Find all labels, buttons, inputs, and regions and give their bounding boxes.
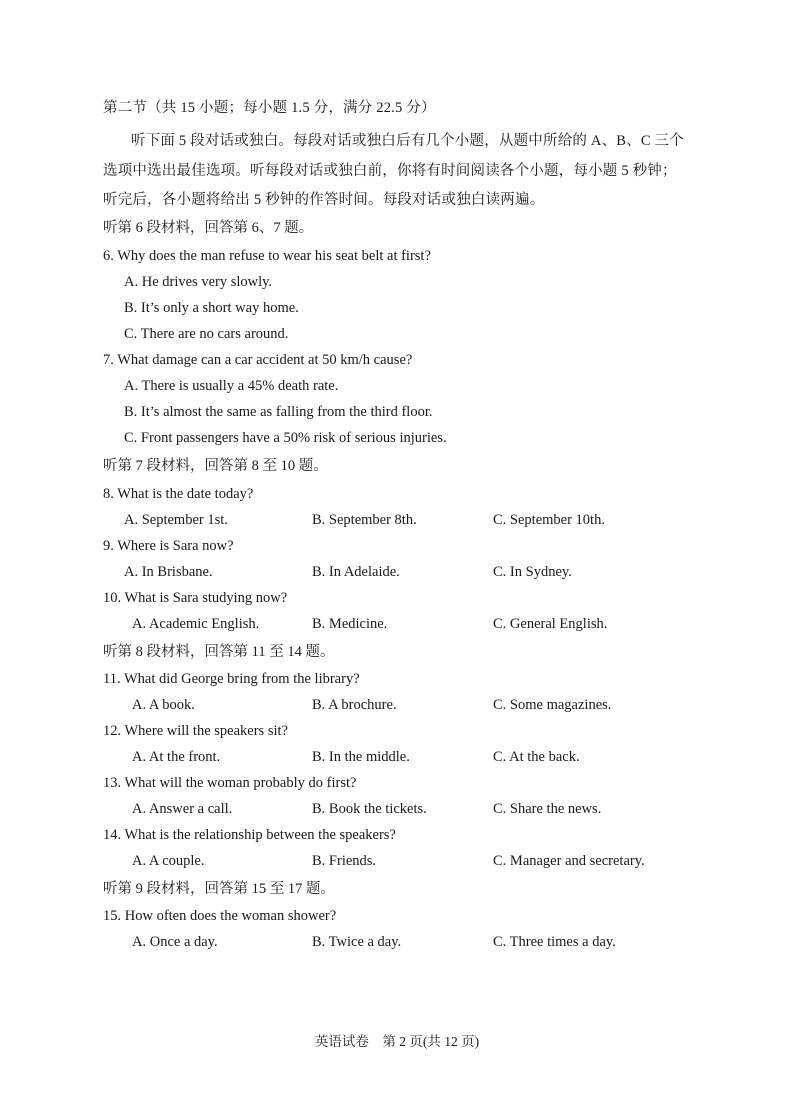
answer-option: C. Share the news. (493, 801, 602, 817)
answer-option: C. General English. (493, 616, 608, 632)
group-label: 听第 9 段材料，回答第 15 至 17 题。 (103, 881, 335, 897)
question-stem: 9. Where is Sara now? (103, 538, 234, 554)
answer-option: C. There are no cars around. (124, 326, 289, 342)
group-label: 听第 8 段材料，回答第 11 至 14 题。 (103, 644, 335, 660)
answer-option: A. A couple. (132, 853, 205, 869)
answer-option: A. There is usually a 45% death rate. (124, 378, 339, 394)
answer-option: A. At the front. (132, 749, 221, 765)
answer-option: B. Medicine. (312, 616, 388, 632)
answer-option: A. He drives very slowly. (124, 274, 273, 290)
answer-option: B. September 8th. (312, 512, 417, 528)
answer-option: C. Front passengers have a 50% risk of serious injuries. (124, 430, 447, 446)
question-stem: 10. What is Sara studying now? (103, 590, 288, 606)
question-stem: 15. How often does the woman shower? (103, 908, 337, 924)
question-stem: 11. What did George bring from the library? (103, 671, 360, 687)
answer-option: B. A brochure. (312, 697, 397, 713)
question-stem: 14. What is the relationship between the speakers? (103, 827, 396, 843)
answer-option: A. A book. (132, 697, 195, 713)
question-stem: 13. What will the woman probably do first? (103, 775, 357, 791)
group-label: 听第 7 段材料，回答第 8 至 10 题。 (103, 458, 328, 474)
answer-option: C. September 10th. (493, 512, 605, 528)
answer-option: A. In Brisbane. (124, 564, 213, 580)
answer-option: A. Academic English. (132, 616, 260, 632)
answer-option: B. In Adelaide. (312, 564, 400, 580)
question-stem: 12. Where will the speakers sit? (103, 723, 288, 739)
answer-option: C. In Sydney. (493, 564, 572, 580)
question-stem: 6. Why does the man refuse to wear his seat belt at first? (103, 248, 431, 264)
answer-option: B. Twice a day. (312, 934, 402, 950)
page-footer: 英语试卷 第 2 页(共 12 页) (314, 1034, 480, 1049)
answer-option: B. Friends. (312, 853, 377, 869)
answer-option: A. September 1st. (124, 512, 228, 528)
answer-option: B. Book the tickets. (312, 801, 427, 817)
answer-option: C. At the back. (493, 749, 580, 765)
answer-option: B. It’s only a short way home. (124, 300, 299, 316)
answer-option: B. It’s almost the same as falling from the third floor. (124, 404, 433, 420)
answer-option: C. Three times a day. (493, 934, 616, 950)
section-heading: 第二节（共 15 小题；每小题 1.5 分，满分 22.5 分） (103, 100, 436, 116)
answer-option: C. Manager and secretary. (493, 853, 645, 869)
answer-option: C. Some magazines. (493, 697, 612, 713)
question-stem: 7. What damage can a car accident at 50 km/h cause? (103, 352, 413, 368)
question-stem: 8. What is the date today? (103, 486, 254, 502)
answer-option: A. Once a day. (132, 934, 218, 950)
group-label: 听第 6 段材料，回答第 6、7 题。 (103, 220, 314, 236)
answer-option: B. In the middle. (312, 749, 410, 765)
answer-option: A. Answer a call. (132, 801, 233, 817)
instruction-line-3: 听完后，各小题将给出 5 秒钟的作答时间。每段对话或独白读两遍。 (103, 192, 545, 208)
instruction-line-1: 听下面 5 段对话或独白。每段对话或独白后有几个小题，从题中所给的 A、B、C 三个 (131, 133, 684, 149)
instruction-line-2: 选项中选出最佳选项。听每段对话或独白前，你将有时间阅读各个小题，每小题 5 秒钟； (103, 163, 677, 179)
